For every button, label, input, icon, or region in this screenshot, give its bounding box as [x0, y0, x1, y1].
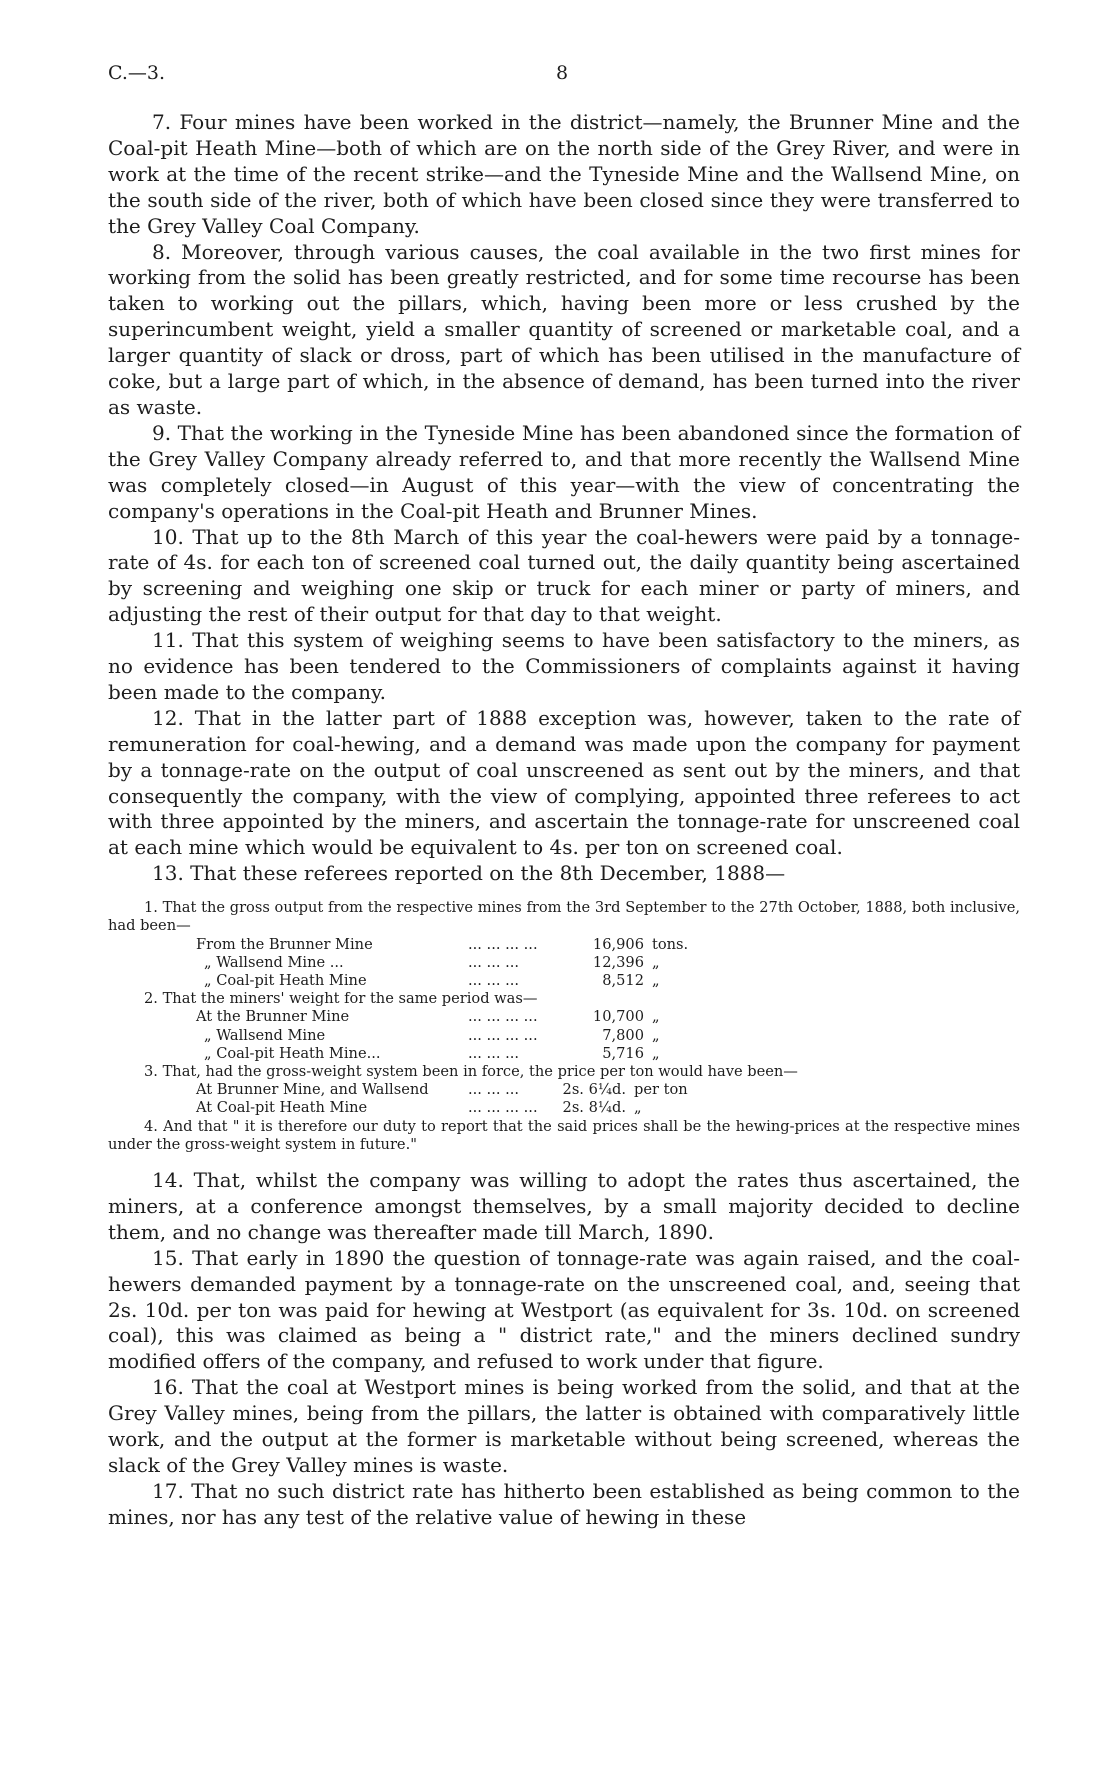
row-amount: 16,906 [592, 935, 644, 953]
paragraph-10: 10. That up to the 8th March of this year the coal-hewers were paid by a tonnage-rate of 4s. for each ton of screened coal turned out, the daily quantity being ascertained by screening and weighing one skip or truck for each miner or party of miners, and adjusting the rest of their output for that day to that weight. [108, 524, 1020, 627]
paragraph-7: 7. Four mines have been worked in the district—namely, the Brunner Mine and the Coal-pit Heath Mine—both of which are on the north side of the Grey River, and were in work at the time of the recent strike—and the Tyneside Mine and the Wallsend Mine, on the south side of the river, both of which have been closed since they were transferred to the Grey Valley Coal Company. [108, 110, 1020, 238]
leader-dots: ... ... ... [468, 972, 520, 989]
report-item-1: 1. That the gross output from the respective mines from the 3rd September to the 27th October, 1888, both inclusive, had been— [108, 899, 1020, 935]
output-row [108, 936, 1020, 954]
leader-dots: ... ... ... ... [468, 1008, 538, 1026]
row-label: „ Wallsend Mine [204, 1026, 326, 1044]
document-reference: C.—3. [108, 62, 166, 84]
row-label: „ Coal-pit Heath Mine... [204, 1044, 381, 1062]
paragraph-8: 8. Moreover, through various causes, the coal available in the two first mines for working from the solid has been greatly restricted, and for some time recourse has been taken to working out the pillars, which, having been more or less crushed by the superincumbent weight, yield a smaller quantity of screened or marketable coal, and a larger quantity of slack or dross, part of which has been utilised in the manufacture of coke, but a large part of which, in the absence of demand, has been turned into the river as waste. [108, 239, 1020, 419]
page-number: 8 [556, 62, 569, 84]
row-unit: „ [652, 1026, 660, 1044]
row-amount: 12,396 [592, 953, 644, 971]
row-amount: 8,512 [602, 972, 644, 989]
page-body [108, 110, 1020, 1531]
paragraph-9: 9. That the working in the Tyneside Mine has been abandoned since the formation of the Grey Valley Company already referred to, and that more recently the Wallsend Mine was completely closed—in August of this year—with the view of concentrating the company's operations in the Coal-pit Heath and Brunner Mines. [108, 420, 1020, 523]
row-label: At Brunner Mine, and Wallsend [196, 1081, 429, 1099]
paragraph-11: 11. That this system of weighing seems to have been satisfactory to the miners, as no evidence has been tendered to the Commissioners of complaints against it having been made to the company. [108, 628, 1020, 704]
row-amount: 10,700 [592, 1008, 644, 1026]
row-unit: „ [652, 1008, 660, 1026]
paragraph-13: 13. That these referees reported on the 8th December, 1888— [152, 861, 786, 886]
page-header [108, 62, 1024, 92]
weight-row [108, 1027, 1020, 1045]
row-label: „ Coal-pit Heath Mine [204, 972, 367, 989]
leader-dots: ... ... ... [468, 1081, 520, 1099]
report-item-2: 2. That the miners' weight for the same period was— [144, 990, 538, 1008]
row-unit: „ [652, 1044, 660, 1062]
leader-dots: ... ... ... ... [468, 1026, 538, 1044]
row-unit: „ [634, 1099, 642, 1117]
report-item-3: 3. That, had the gross-weight system been in force, the price per ton would have been— [144, 1063, 798, 1081]
leader-dots: ... ... ... [468, 1044, 520, 1062]
row-unit: „ [652, 953, 660, 971]
row-label: From the Brunner Mine [196, 935, 373, 953]
row-amount: 2s. 8¼d. [562, 1099, 626, 1117]
referees-report [108, 899, 1020, 1154]
row-amount: 2s. 6¼d. [562, 1081, 626, 1099]
weight-row [108, 1045, 1020, 1063]
row-unit: tons. [652, 935, 689, 953]
paragraph-15: 15. That early in 1890 the question of tonnage-rate was again raised, and the coal-hewers demanded payment by a tonnage-rate on the unscreened coal, and, seeing that 2s. 10d. per ton was paid for hewing at Westport (as equivalent for 3s. 10d. on screened coal), this was claimed as being a " district rate," and the miners declined sundry modified offers of the company, and refused to work under that figure. [108, 1245, 1020, 1374]
paragraph-14: 14. That, whilst the company was willing to adopt the rates thus ascertained, the miners, at a conference amongst themselves, by a small majority decided to decline them, and no change was thereafter made till March, 1890. [108, 1168, 1020, 1244]
paragraph-12: 12. That in the latter part of 1888 exception was, however, taken to the rate of remuneration for coal-hewing, and a demand was made upon the company for payment by a tonnage-rate on the output of coal unscreened as sent out by the miners, and that consequently the company, with the view of complying, appointed three referees to act with three appointed by the miners, and ascertain the tonnage-rate for unscreened coal at each mine which would be equivalent to 4s. per ton on screened coal. [108, 705, 1020, 860]
output-row [108, 954, 1020, 972]
leader-dots: ... ... ... ... [468, 935, 538, 953]
report-item-4: 4. And that " it is therefore our duty to report that the said prices shall be the hewing-prices at the respective mines under the gross-weight system in future." [108, 1117, 1020, 1153]
paragraph-16: 16. That the coal at Westport mines is being worked from the solid, and that at the Grey Valley mines, being from the pillars, the latter is obtained with comparatively little work, and the output at the former is marketable without being screened, whereas the slack of the Grey Valley mines is waste. [108, 1375, 1020, 1477]
row-amount: 7,800 [602, 1026, 644, 1044]
row-unit: „ [652, 972, 660, 989]
leader-dots: ... ... ... [468, 953, 520, 971]
row-amount: 5,716 [602, 1044, 644, 1062]
row-label: „ Wallsend Mine ... [204, 953, 344, 971]
weight-row [108, 1008, 1020, 1026]
price-row [108, 1081, 1020, 1099]
row-label: At Coal-pit Heath Mine [196, 1099, 368, 1117]
leader-dots: ... ... ... ... [468, 1099, 538, 1117]
price-row [108, 1099, 1020, 1117]
output-row [108, 972, 1020, 990]
paragraph-17: 17. That no such district rate has hitherto been established as being common to the mines, nor has any test of the relative value of hewing in these [108, 1478, 1020, 1529]
row-label: At the Brunner Mine [196, 1008, 350, 1026]
row-unit: per ton [634, 1081, 688, 1099]
